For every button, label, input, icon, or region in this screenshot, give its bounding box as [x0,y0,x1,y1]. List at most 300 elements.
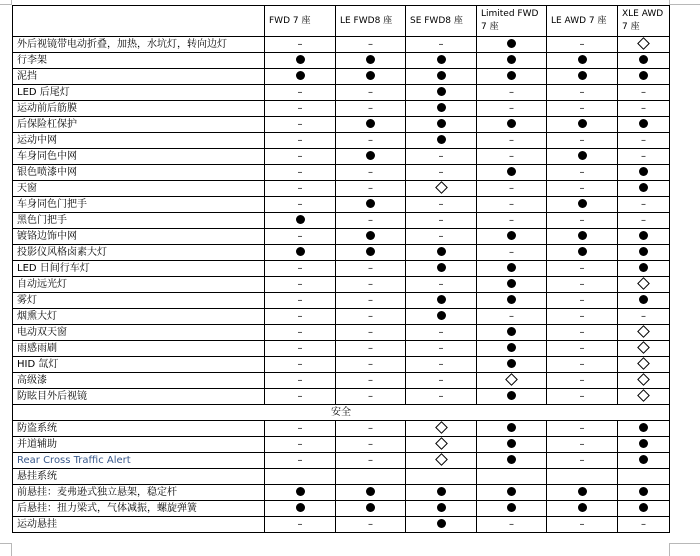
availability-cell [618,101,670,117]
availability-cell [618,437,670,453]
not-available-dash: – [297,150,303,162]
optional-diamond-icon [435,453,448,466]
standard-dot-icon [639,503,648,512]
standard-dot-icon [296,247,305,256]
availability-cell [477,53,547,69]
feature-label: 雾灯 [13,293,265,309]
standard-dot-icon [507,423,516,432]
not-available-dash: – [579,518,585,530]
availability-cell [265,117,336,133]
availability-cell [336,117,406,133]
availability-cell [618,149,670,165]
availability-cell [618,53,670,69]
standard-dot-icon [437,487,446,496]
availability-cell [265,197,336,213]
availability-cell [265,53,336,69]
not-available-dash: – [368,134,373,146]
availability-cell [547,69,618,85]
availability-cell [618,341,670,357]
availability-cell [547,197,618,213]
availability-cell [618,261,670,277]
table-row [13,421,670,437]
table-row [13,197,670,213]
standard-dot-icon [507,71,516,80]
not-available-dash: – [509,182,514,194]
availability-cell [618,37,670,53]
table-row [13,437,670,453]
availability-cell [547,341,618,357]
standard-dot-icon [507,231,516,240]
availability-cell [547,85,618,101]
availability-cell [477,309,547,325]
not-available-dash: – [579,342,585,354]
standard-dot-icon [639,71,648,80]
standard-dot-icon [507,279,516,288]
not-available-dash: – [297,326,303,338]
feature-label: 泥挡 [13,69,265,85]
not-available-dash: – [297,390,303,402]
feature-label: 雨感雨刷 [13,341,265,357]
availability-cell [406,325,477,341]
not-available-dash: – [641,214,646,226]
not-available-dash: – [297,278,303,290]
availability-cell [336,421,406,437]
availability-cell [547,325,618,341]
optional-diamond-icon [435,181,448,194]
availability-cell [265,325,336,341]
not-available-dash: – [297,230,303,242]
feature-label: 银色喷漆中网 [13,165,265,181]
availability-cell [477,485,547,501]
not-available-dash: – [368,294,373,306]
availability-cell [618,453,670,469]
table-row [13,373,670,389]
feature-label: 防盗系统 [13,421,265,437]
availability-cell [477,277,547,293]
not-available-dash: – [368,102,373,114]
standard-dot-icon [366,55,375,64]
not-available-dash: – [641,150,646,162]
header-cell-feature [13,6,265,37]
availability-cell [265,69,336,85]
feature-label: 车身同色中网 [13,149,265,165]
not-available-dash: – [579,166,585,178]
not-available-dash: – [579,38,585,50]
availability-cell [477,421,547,437]
availability-cell [265,261,336,277]
not-available-dash: – [641,86,646,98]
feature-label: 悬挂系统 [13,469,265,485]
not-available-dash: – [509,102,514,114]
availability-cell [336,37,406,53]
standard-dot-icon [507,119,516,128]
crop-mark-bottom-right-h [670,543,700,544]
header-cell-trim: LE AWD 7 座 [547,6,618,37]
availability-cell [406,437,477,453]
availability-cell [336,293,406,309]
not-available-dash: – [297,86,303,98]
availability-cell [547,37,618,53]
not-available-dash: – [438,326,444,338]
availability-cell [618,485,670,501]
availability-cell [547,101,618,117]
availability-cell [406,293,477,309]
availability-cell [406,165,477,181]
standard-dot-icon [507,439,516,448]
availability-cell [336,85,406,101]
availability-cell [336,469,406,485]
availability-cell [265,421,336,437]
standard-dot-icon [639,231,648,240]
table-row [13,277,670,293]
feature-label: Rear Cross Traffic Alert [13,453,265,469]
feature-label: 并道辅助 [13,437,265,453]
not-available-dash: – [297,134,303,146]
not-available-dash: – [579,214,585,226]
availability-cell [547,517,618,533]
standard-dot-icon [639,119,648,128]
availability-cell [618,245,670,261]
header-cell-trim: SE FWD8 座 [406,6,477,37]
availability-cell [477,181,547,197]
table-row [13,117,670,133]
availability-cell [477,517,547,533]
not-available-dash: – [297,342,303,354]
header-cell-trim: XLE AWD 7 座 [618,6,670,37]
feature-label: 自动远光灯 [13,277,265,293]
availability-cell [265,165,336,181]
table-row [13,389,670,405]
not-available-dash: – [368,86,373,98]
crop-mark-bottom-right-v [669,543,670,556]
not-available-dash: – [297,358,303,370]
availability-cell [336,341,406,357]
feature-label: 行李架 [13,53,265,69]
crop-mark-bottom-left-v [11,543,12,556]
not-available-dash: – [438,166,444,178]
availability-cell [406,341,477,357]
availability-cell [547,293,618,309]
table-row [13,85,670,101]
availability-cell [265,485,336,501]
table-row [13,501,670,517]
availability-cell [265,357,336,373]
availability-cell [547,501,618,517]
feature-label: 车身同色门把手 [13,197,265,213]
availability-cell [406,229,477,245]
not-available-dash: – [297,198,303,210]
standard-dot-icon [578,247,587,256]
optional-diamond-icon [435,421,448,434]
availability-cell [265,37,336,53]
availability-cell [547,373,618,389]
availability-cell [618,357,670,373]
standard-dot-icon [578,55,587,64]
standard-dot-icon [366,231,375,240]
availability-cell [618,69,670,85]
not-available-dash: – [509,246,514,258]
availability-cell [406,389,477,405]
availability-cell [336,213,406,229]
availability-cell [406,517,477,533]
availability-cell [618,373,670,389]
optional-diamond-icon [637,277,650,290]
not-available-dash: – [579,326,585,338]
not-available-dash: – [438,230,444,242]
availability-cell [547,389,618,405]
standard-dot-icon [507,167,516,176]
standard-dot-icon [639,167,648,176]
not-available-dash: – [579,374,585,386]
table-row [13,293,670,309]
availability-cell [406,85,477,101]
standard-dot-icon [296,215,305,224]
standard-dot-icon [639,455,648,464]
availability-cell [547,213,618,229]
availability-cell [406,501,477,517]
not-available-dash: – [297,438,303,450]
section-title: 安全 [13,405,670,421]
feature-label: 前悬挂：麦弗逊式独立悬架，稳定杆 [13,485,265,501]
feature-label: 后悬挂：扭力梁式，气体减振，螺旋弹簧 [13,501,265,517]
standard-dot-icon [639,487,648,496]
availability-cell [406,149,477,165]
not-available-dash: – [368,182,373,194]
availability-cell [618,229,670,245]
availability-cell [477,69,547,85]
table-row [13,165,670,181]
availability-cell [265,277,336,293]
availability-cell [406,261,477,277]
not-available-dash: – [438,150,444,162]
availability-cell [265,373,336,389]
availability-cell [618,181,670,197]
availability-cell [406,69,477,85]
standard-dot-icon [437,87,446,96]
not-available-dash: – [641,518,646,530]
not-available-dash: – [297,118,303,130]
not-available-dash: – [297,422,303,434]
not-available-dash: – [579,102,585,114]
standard-dot-icon [639,247,648,256]
availability-cell [547,149,618,165]
standard-dot-icon [437,103,446,112]
availability-cell [336,261,406,277]
not-available-dash: – [297,262,303,274]
not-available-dash: – [368,518,373,530]
header-cell-trim: LE FWD8 座 [336,6,406,37]
feature-label: 运动悬挂 [13,517,265,533]
availability-cell [265,309,336,325]
availability-cell [477,213,547,229]
standard-dot-icon [639,423,648,432]
not-available-dash: – [579,358,585,370]
not-available-dash: – [509,86,514,98]
availability-cell [477,85,547,101]
availability-cell [336,133,406,149]
availability-cell [618,325,670,341]
availability-cell [336,245,406,261]
standard-dot-icon [507,55,516,64]
feature-label: 高级漆 [13,373,265,389]
availability-cell [618,197,670,213]
header-row [13,6,670,37]
standard-dot-icon [578,503,587,512]
standard-dot-icon [437,71,446,80]
not-available-dash: – [297,166,303,178]
not-available-dash: – [368,454,373,466]
availability-cell [406,453,477,469]
standard-dot-icon [296,503,305,512]
table-row [13,261,670,277]
availability-cell [547,485,618,501]
standard-dot-icon [639,295,648,304]
availability-cell [265,101,336,117]
availability-cell [477,437,547,453]
table-row [13,133,670,149]
not-available-dash: – [509,198,514,210]
table-row [13,357,670,373]
not-available-dash: – [438,342,444,354]
not-available-dash: – [579,438,585,450]
availability-cell [618,117,670,133]
availability-cell [618,309,670,325]
standard-dot-icon [437,55,446,64]
availability-cell [265,501,336,517]
standard-dot-icon [296,55,305,64]
not-available-dash: – [297,454,303,466]
standard-dot-icon [507,455,516,464]
not-available-dash: – [579,454,585,466]
standard-dot-icon [578,119,587,128]
availability-cell [477,229,547,245]
crop-mark-top-right-h [670,4,700,5]
availability-cell [618,501,670,517]
standard-dot-icon [437,135,446,144]
availability-cell [477,245,547,261]
not-available-dash: – [641,310,646,322]
availability-cell [547,245,618,261]
availability-cell [406,469,477,485]
not-available-dash: – [509,214,514,226]
feature-label: 黑色门把手 [13,213,265,229]
availability-cell [406,245,477,261]
not-available-dash: – [579,310,585,322]
availability-cell [477,469,547,485]
table-row [13,101,670,117]
standard-dot-icon [437,519,446,528]
not-available-dash: – [297,182,303,194]
availability-cell [265,469,336,485]
not-available-dash: – [509,150,514,162]
availability-cell [406,277,477,293]
optional-diamond-icon [637,341,650,354]
standard-dot-icon [366,503,375,512]
feature-label: 镀铬边饰中网 [13,229,265,245]
not-available-dash: – [368,326,373,338]
standard-dot-icon [366,487,375,496]
not-available-dash: – [641,134,646,146]
not-available-dash: – [509,518,514,530]
availability-cell [547,277,618,293]
availability-cell [406,181,477,197]
availability-cell [406,117,477,133]
standard-dot-icon [296,71,305,80]
not-available-dash: – [438,38,444,50]
availability-cell [477,341,547,357]
standard-dot-icon [507,503,516,512]
standard-dot-icon [639,263,648,272]
availability-cell [265,149,336,165]
not-available-dash: – [579,182,585,194]
not-available-dash: – [579,422,585,434]
availability-cell [406,213,477,229]
availability-cell [265,213,336,229]
standard-dot-icon [366,71,375,80]
not-available-dash: – [579,278,585,290]
availability-cell [265,389,336,405]
availability-cell [477,373,547,389]
availability-cell [547,309,618,325]
standard-dot-icon [437,311,446,320]
optional-diamond-icon [637,37,650,50]
availability-cell [477,197,547,213]
standard-dot-icon [507,327,516,336]
not-available-dash: – [297,38,303,50]
availability-cell [547,261,618,277]
not-available-dash: – [368,374,373,386]
not-available-dash: – [579,294,585,306]
standard-dot-icon [296,487,305,496]
standard-dot-icon [437,295,446,304]
not-available-dash: – [438,214,444,226]
optional-diamond-icon [637,389,650,402]
feature-label: 运动前后筋膜 [13,101,265,117]
table-row [13,309,670,325]
not-available-dash: – [509,134,514,146]
standard-dot-icon [578,231,587,240]
standard-dot-icon [437,263,446,272]
not-available-dash: – [368,310,373,322]
not-available-dash: – [368,262,373,274]
not-available-dash: – [297,310,303,322]
availability-cell [336,437,406,453]
availability-cell [406,421,477,437]
not-available-dash: – [368,214,373,226]
availability-cell [477,165,547,181]
spec-table-body [13,6,670,533]
availability-cell [336,325,406,341]
feature-label: 运动中网 [13,133,265,149]
table-row [13,485,670,501]
feature-label: 投影仪风格卤素大灯 [13,245,265,261]
availability-cell [265,453,336,469]
not-available-dash: – [368,278,373,290]
availability-cell [618,213,670,229]
availability-cell [547,181,618,197]
standard-dot-icon [507,39,516,48]
not-available-dash: – [438,390,444,402]
availability-cell [547,165,618,181]
not-available-dash: – [368,358,373,370]
standard-dot-icon [437,503,446,512]
not-available-dash: – [438,358,444,370]
standard-dot-icon [507,263,516,272]
not-available-dash: – [297,294,303,306]
availability-cell [336,69,406,85]
availability-cell [336,229,406,245]
availability-cell [336,485,406,501]
